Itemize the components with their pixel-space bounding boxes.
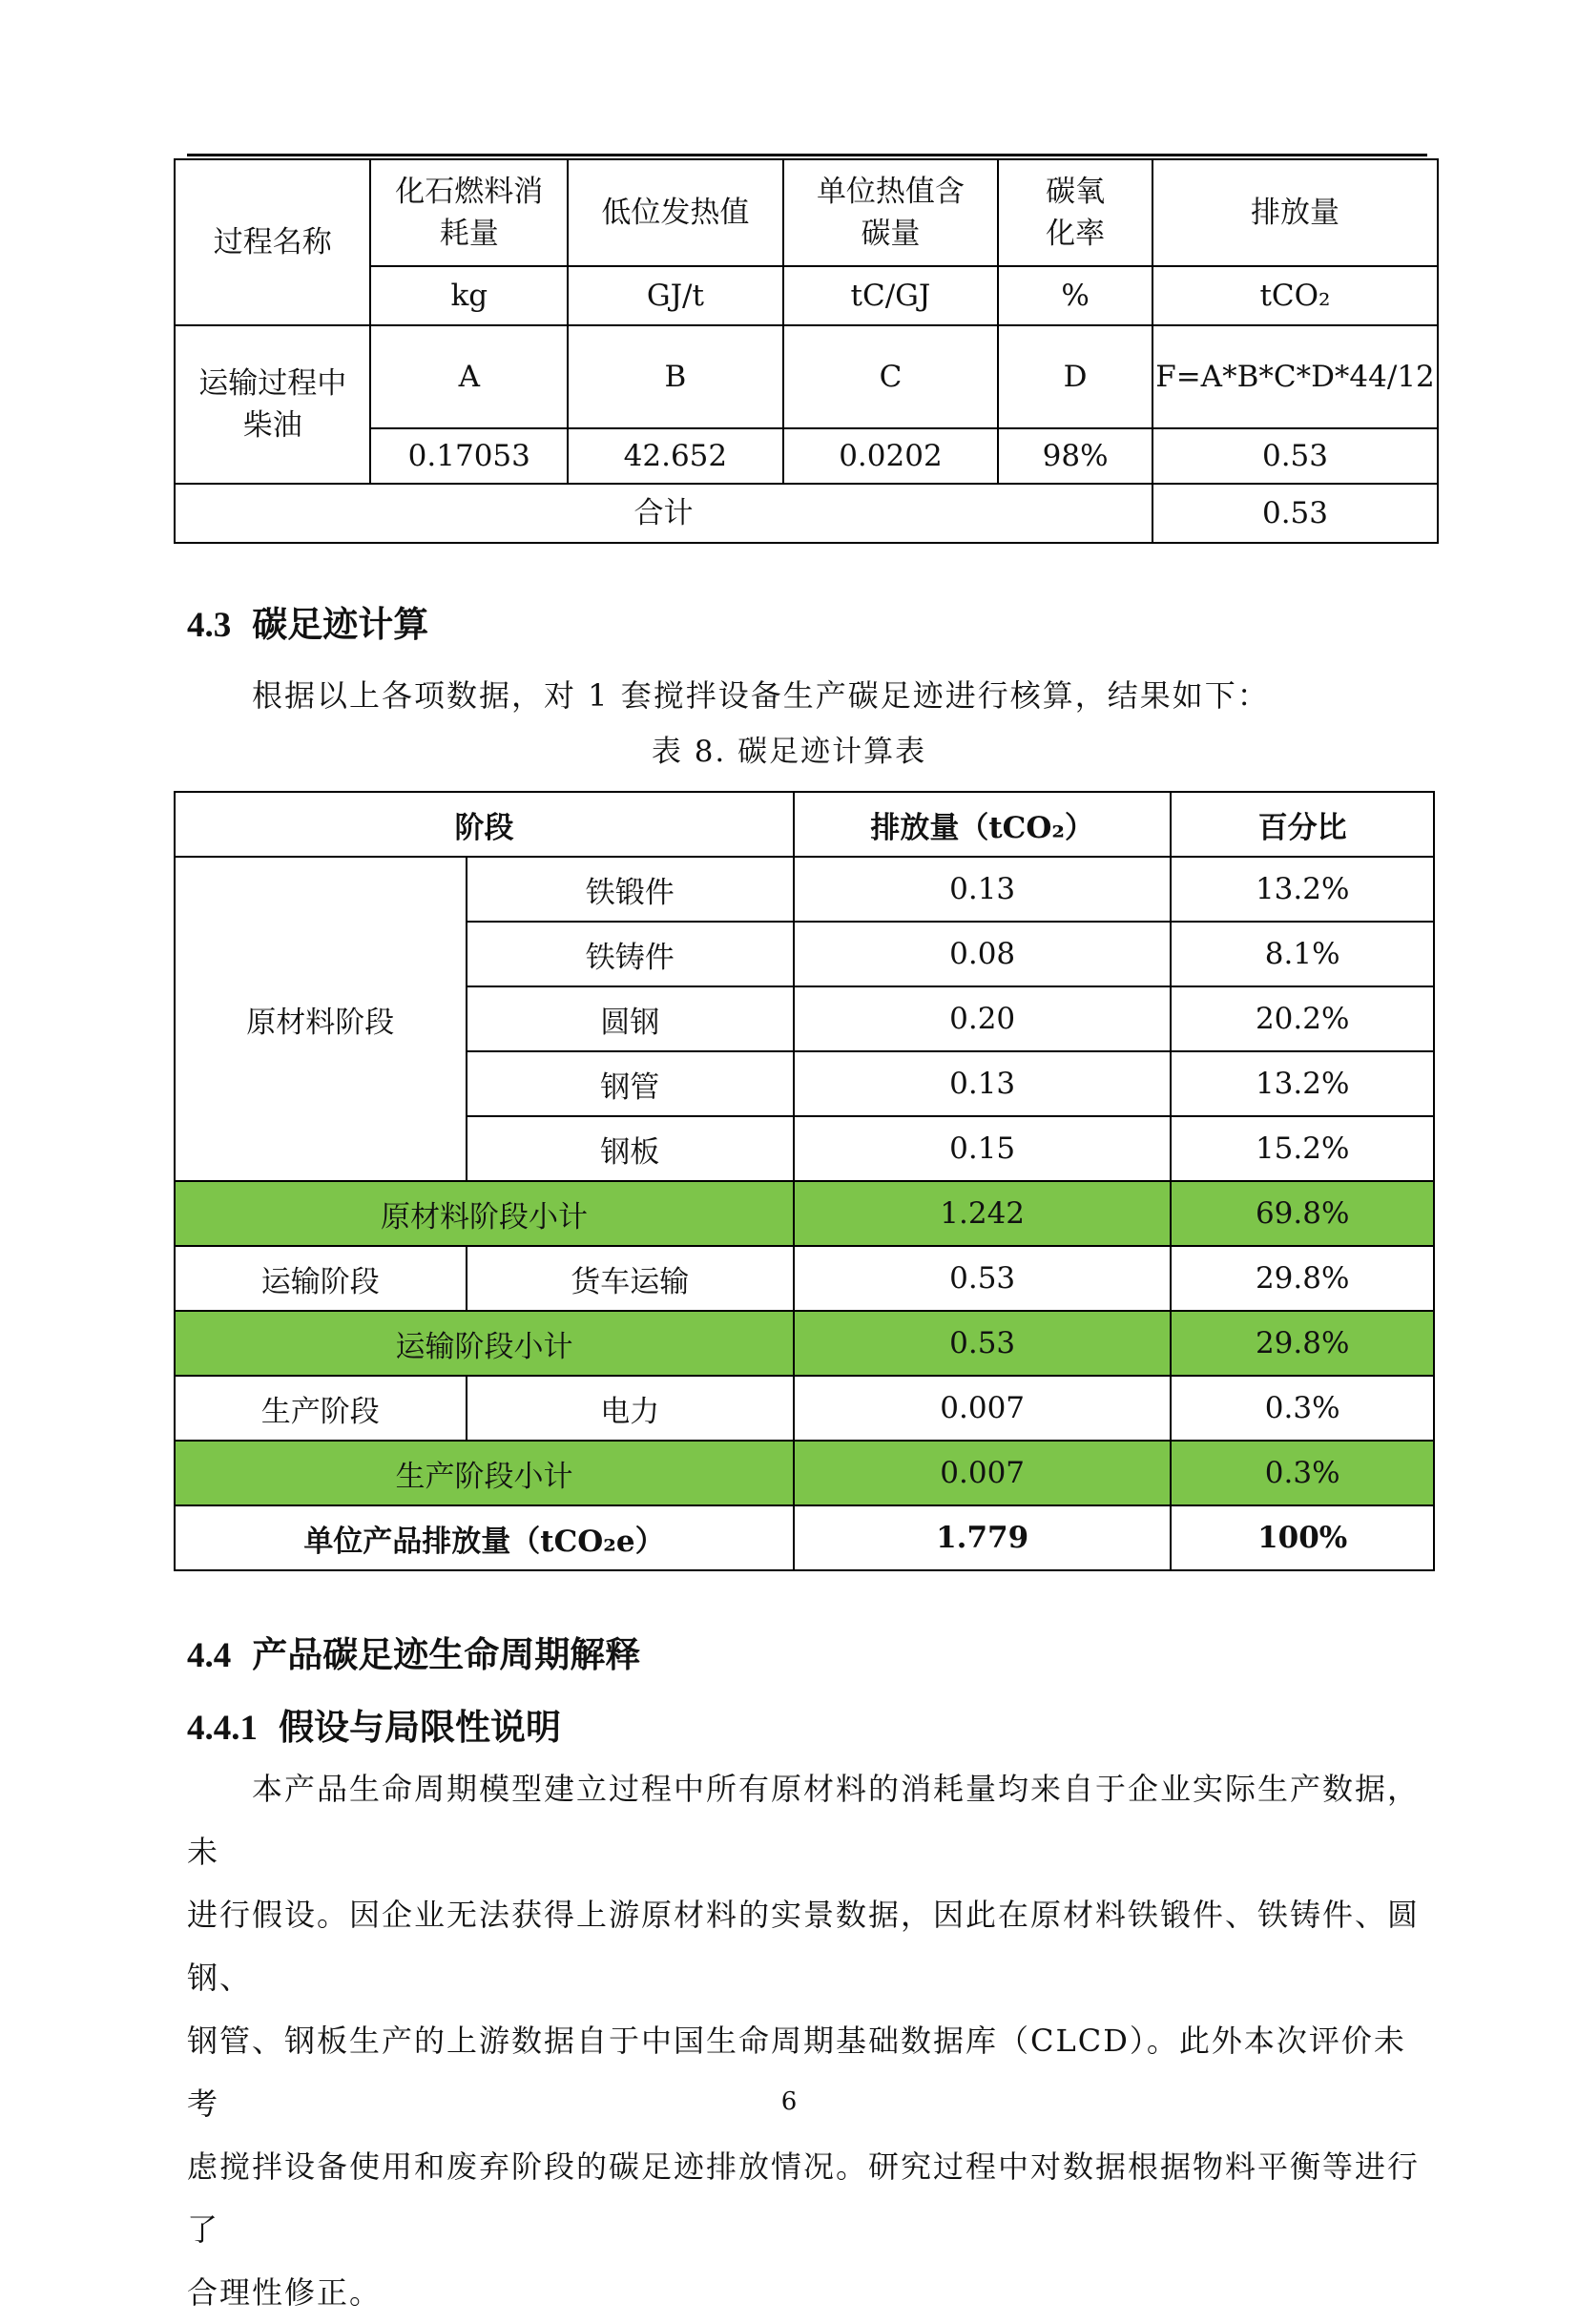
value-cell: 0.13	[794, 1051, 1171, 1116]
fuel-emission-table	[174, 158, 1439, 544]
item-cell: 钢板	[467, 1116, 794, 1181]
paragraph-line: 进行假设。因企业无法获得上游原材料的实景数据，因此在原材料铁锻件、铁铸件、圆钢、	[187, 1897, 1421, 1996]
page-number: 6	[780, 2087, 798, 2116]
percent-cell: 8.1%	[1171, 922, 1434, 986]
value-cell: 0.08	[794, 922, 1171, 986]
value-consumption: 0.17053	[370, 428, 568, 484]
value-oxidation: 98%	[998, 428, 1152, 484]
percent-cell: 0.3%	[1171, 1376, 1434, 1441]
subtotal-percent: 69.8%	[1171, 1181, 1434, 1246]
value-heating: 42.652	[568, 428, 783, 484]
subtotal-percent: 29.8%	[1171, 1311, 1434, 1376]
carbon-footprint-table	[174, 791, 1435, 1571]
section-title: 碳足迹计算	[252, 603, 429, 645]
header-emission: 排放量（tCO₂）	[794, 792, 1171, 857]
section-4-4-heading	[187, 1626, 640, 1677]
percent-cell: 13.2%	[1171, 857, 1434, 922]
total-label: 合计	[175, 484, 1152, 543]
assumptions-paragraph	[187, 1757, 1427, 2324]
value-cell: 0.15	[794, 1116, 1171, 1181]
section-number: 4.4	[187, 1636, 232, 1675]
paragraph-line: 虑搅拌设备使用和废弃阶段的碳足迹排放情况。研究过程中对数据根据物料平衡等进行了	[187, 2148, 1421, 2248]
subtotal-value: 0.53	[794, 1311, 1171, 1376]
value-cell: 0.20	[794, 986, 1171, 1051]
section-4-3-intro: 根据以上各项数据，对 1 套搅拌设备生产碳足迹进行核算，结果如下：	[252, 677, 1270, 714]
header-stage: 阶段	[175, 792, 794, 857]
header-process-name: 过程名称	[175, 159, 370, 325]
symbol-a: A	[370, 325, 568, 428]
production-subtotal-row	[175, 1441, 1434, 1505]
paragraph-line: 合理性修正。	[187, 2274, 383, 2311]
stage-production: 生产阶段	[175, 1376, 467, 1441]
transport-subtotal-row	[175, 1311, 1434, 1376]
symbol-d: D	[998, 325, 1152, 428]
stage-raw-material: 原材料阶段	[175, 857, 467, 1181]
subtotal-value: 1.242	[794, 1181, 1171, 1246]
table-8-caption: 表 8. 碳足迹计算表	[651, 735, 927, 769]
paragraph-line: 钢管、钢板生产的上游数据自于中国生命周期基础数据库（CLCD）。此外本次评价未考	[187, 2023, 1406, 2122]
section-title: 假设与局限性说明	[279, 1706, 561, 1748]
section-title: 产品碳足迹生命周期解释	[252, 1633, 641, 1675]
header-fuel-consumption: 化石燃料消耗量	[370, 159, 568, 266]
unit-gj-t: GJ/t	[568, 266, 783, 325]
subtotal-label: 运输阶段小计	[175, 1311, 794, 1376]
subtotal-label: 原材料阶段小计	[175, 1181, 794, 1246]
unit-tc-gj: tC/GJ	[783, 266, 999, 325]
top-rule	[187, 154, 1427, 156]
section-4-3-heading	[187, 595, 428, 647]
raw-subtotal-row	[175, 1181, 1434, 1246]
total-value: 0.53	[1152, 484, 1438, 543]
section-number: 4.4.1	[187, 1709, 258, 1748]
paragraph-line: 本产品生命周期模型建立过程中所有原材料的消耗量均来自于企业实际生产数据，未	[187, 1771, 1421, 1870]
subtotal-percent: 0.3%	[1171, 1441, 1434, 1505]
stage-transport: 运输阶段	[175, 1246, 467, 1311]
item-cell: 铁锻件	[467, 857, 794, 922]
unit-tco2: tCO₂	[1152, 266, 1438, 325]
item-cell: 铁铸件	[467, 922, 794, 986]
unit-kg: kg	[370, 266, 568, 325]
subtotal-value: 0.007	[794, 1441, 1171, 1505]
symbol-c: C	[783, 325, 999, 428]
item-cell: 电力	[467, 1376, 794, 1441]
header-percentage: 百分比	[1171, 792, 1434, 857]
percent-cell: 15.2%	[1171, 1116, 1434, 1181]
header-heating-value: 低位发热值	[568, 159, 783, 266]
value-carbon-content: 0.0202	[783, 428, 999, 484]
value-cell: 0.007	[794, 1376, 1171, 1441]
percent-cell: 13.2%	[1171, 1051, 1434, 1116]
percent-cell: 29.8%	[1171, 1246, 1434, 1311]
item-cell: 钢管	[467, 1051, 794, 1116]
total-row	[175, 1505, 1434, 1570]
symbol-formula: F=A*B*C*D*44/12	[1152, 325, 1438, 428]
unit-percent: %	[998, 266, 1152, 325]
header-oxidation-rate: 碳氧化率	[998, 159, 1152, 266]
section-4-4-1-heading	[187, 1698, 561, 1750]
item-cell: 圆钢	[467, 986, 794, 1051]
item-cell: 货车运输	[467, 1246, 794, 1311]
section-number: 4.3	[187, 606, 232, 645]
header-carbon-content: 单位热值含碳量	[783, 159, 999, 266]
value-cell: 0.13	[794, 857, 1171, 922]
header-emission: 排放量	[1152, 159, 1438, 266]
total-label: 单位产品排放量（tCO₂e）	[175, 1505, 794, 1570]
value-cell: 0.53	[794, 1246, 1171, 1311]
total-value: 1.779	[794, 1505, 1171, 1570]
process-diesel-transport: 运输过程中柴油	[175, 325, 370, 484]
value-emission: 0.53	[1152, 428, 1438, 484]
percent-cell: 20.2%	[1171, 986, 1434, 1051]
total-percent: 100%	[1171, 1505, 1434, 1570]
subtotal-label: 生产阶段小计	[175, 1441, 794, 1505]
symbol-b: B	[568, 325, 783, 428]
